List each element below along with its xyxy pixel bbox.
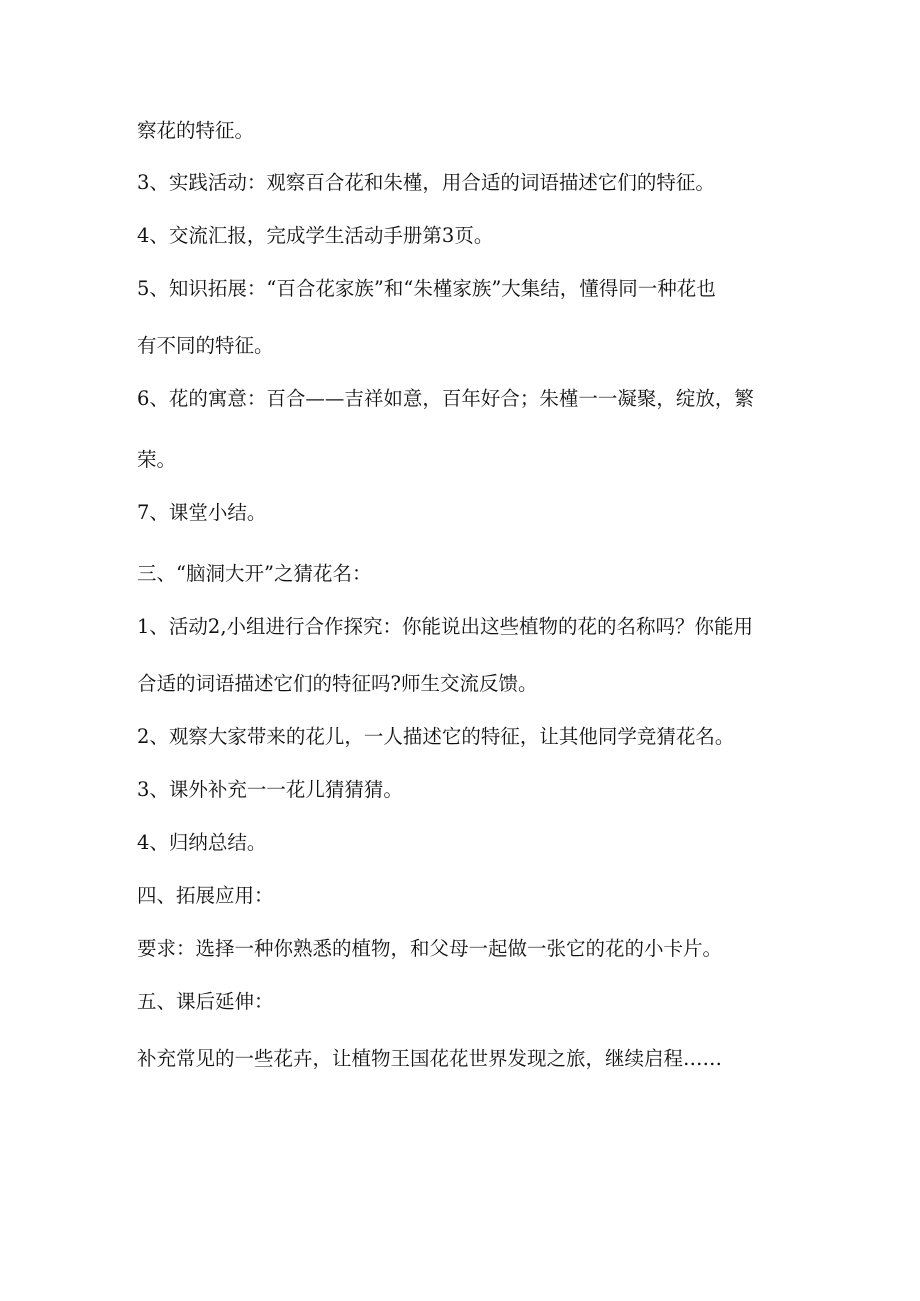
section-heading: 五、课后延伸： [137, 990, 274, 1013]
text-line: 1、活动2,小组进行合作探究：你能说出这些植物的花的名称吗？你能用 [137, 615, 754, 638]
text-line: 2、观察大家带来的花儿，一人描述它的特征，让其他同学竞猜花名。 [137, 725, 735, 748]
text-line: 察花的特征。 [137, 119, 255, 142]
text-line: 荣。 [137, 448, 177, 471]
text-line: 要求：选择一种你熟悉的植物，和父母一起做一张它的花的小卡片。 [137, 937, 723, 960]
text-line: 4、交流汇报，完成学生活动手册第3页。 [137, 224, 494, 247]
text-line: 4、归纳总结。 [137, 831, 267, 854]
text-line: 合适的词语描述它们的特征吗?师生交流反馈。 [137, 672, 538, 695]
text-line: 6、花的寓意：百合——吉祥如意，百年好合；朱槿一一凝聚，绽放，繁 [137, 387, 754, 410]
text-line: 3、课外补充一一花儿猜猜猜。 [137, 778, 403, 801]
document-body [137, 116, 787, 1073]
section-heading: 三、“脑洞大开”之猜花名： [137, 562, 372, 585]
text-line: 5、知识拓展：“百合花家族”和“朱槿家族”大集结，懂得同一种花也 [137, 277, 716, 300]
text-line: 有不同的特征。 [137, 334, 274, 357]
text-line: 补充常见的一些花卉，让植物王国花花世界发现之旅，继续启程…… [137, 1047, 723, 1070]
section-heading: 四、拓展应用： [137, 884, 274, 907]
text-line: 3、实践活动：观察百合花和朱槿，用合适的词语描述它们的特征。 [137, 171, 715, 194]
text-line: 7、课堂小结。 [137, 501, 267, 524]
